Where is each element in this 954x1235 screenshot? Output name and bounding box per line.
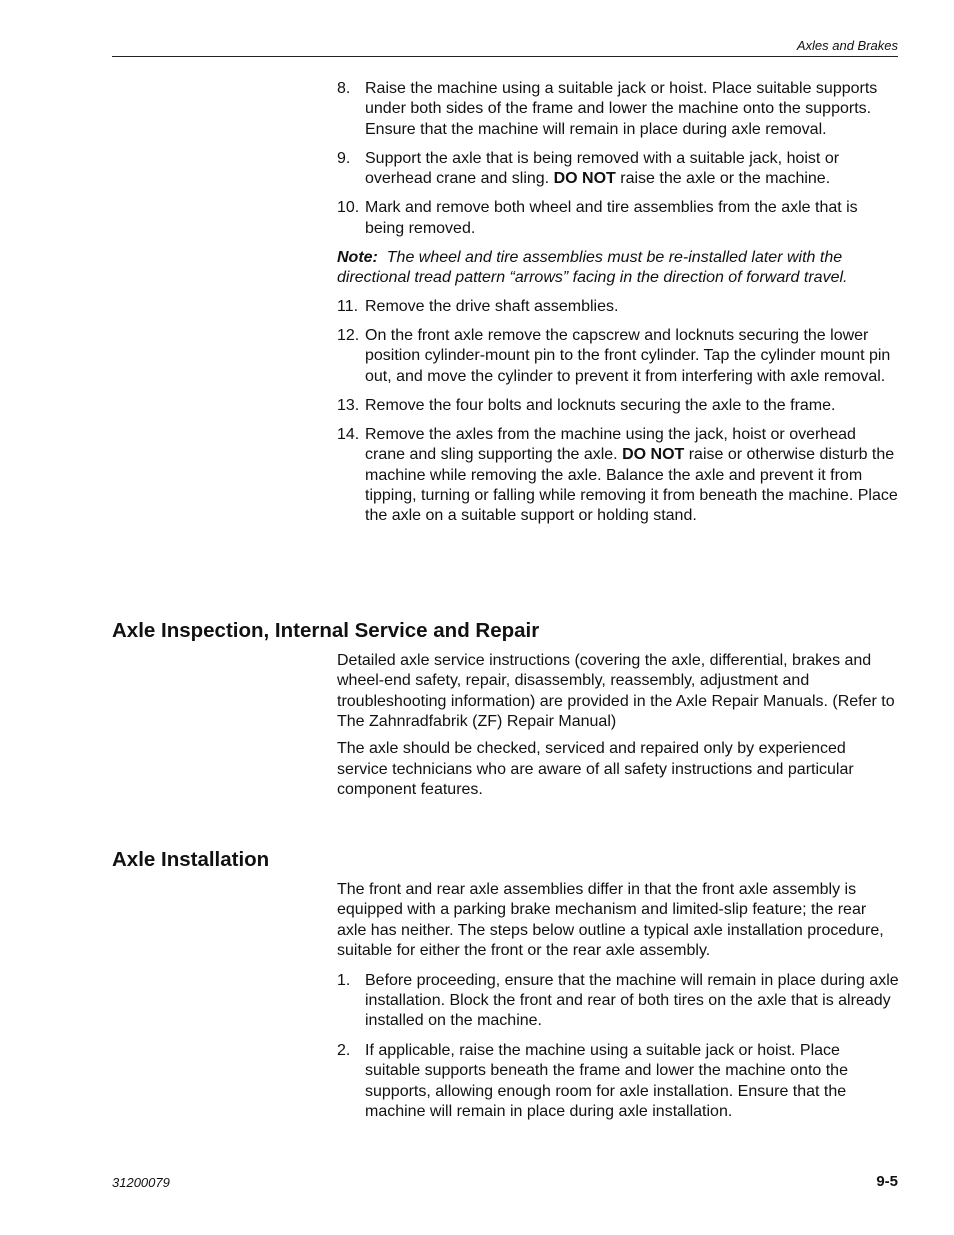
step-14: 14. Remove the axles from the machine using the jack, hoist or overhead crane and sling supporting the axle. DO NOT raise or otherwise disturb the machine while removing the axle. Balance the axle and prevent it from tipping, turning or falling while removing it from beneath the machine. Place the axle on a suitable support or holding stand. bbox=[337, 425, 898, 525]
step-10: 10. Mark and remove both wheel and tire assemblies from the axle that is being removed. bbox=[337, 199, 858, 237]
document-number: 31200079 bbox=[112, 1175, 170, 1190]
step-12: 12. On the front axle remove the capscrew and locknuts securing the lower position cylinder-mount pin to the front cylinder. Tap the cylinder mount pin out, and move the cylinder to prevent it from interfering with axle removal. bbox=[337, 327, 891, 385]
inspection-block bbox=[337, 651, 899, 800]
step-8: 8. Raise the machine using a suitable jack or hoist. Place suitable supports under both sides of the frame and lower the machine onto the supports. Ensure that the machine will remain in place during axle removal. bbox=[337, 80, 878, 138]
page-number: 9-5 bbox=[876, 1173, 898, 1190]
inspection-paragraph-2: The axle should be checked, serviced and repaired only by experienced service technicians who are aware of all safety instructions and particular component features. bbox=[337, 740, 854, 799]
install-step-1: 1. Before proceeding, ensure that the machine will remain in place during axle installation. Block the front and rear of both tires on the axle that is already installed on the machine. bbox=[337, 971, 899, 1030]
installation-intro: The front and rear axle assemblies differ in that the front axle assembly is equipped with a parking brake mechanism and limited-slip feature; the rear axle has neither. The steps below outline a typical axle installation procedure, suitable for either the front or the rear axle assembly. bbox=[337, 881, 884, 960]
section-heading-installation: Axle Installation bbox=[112, 848, 270, 871]
step-11: 11. Remove the drive shaft assemblies. bbox=[337, 298, 619, 316]
install-step-2: 2. If applicable, raise the machine using a suitable jack or hoist. Place suitable supports beneath the frame and lower the machine onto the supports, allowing enough room for axle installation. Ensure that the machine will remain in place during axle installation. bbox=[337, 1041, 848, 1121]
removal-steps-block bbox=[337, 79, 899, 527]
section-heading-inspection: Axle Inspection, Internal Service and Repair bbox=[112, 619, 540, 642]
inspection-paragraph-1: Detailed axle service instructions (covering the axle, differential, brakes and wheel-end safety, repair, disassembly, reassembly, adjustment and troubleshooting information) are provided in the Axle Repair Manuals. (Refer to The Zahnradfabrik (ZF) Repair Manual) bbox=[337, 652, 895, 731]
step-9: 9. Support the axle that is being removed with a suitable jack, hoist or overhead crane and sling. DO NOT raise the axle or the machine. bbox=[337, 149, 840, 188]
header-divider bbox=[112, 56, 898, 57]
note-paragraph: Note: The wheel and tire assemblies must be re-installed later with the directional tread pattern “arrows” facing in the direction of forward travel. bbox=[337, 248, 848, 287]
running-header: Axles and Brakes bbox=[796, 38, 898, 53]
step-13: 13. Remove the four bolts and locknuts securing the axle to the frame. bbox=[337, 396, 836, 414]
installation-block bbox=[337, 880, 899, 1122]
